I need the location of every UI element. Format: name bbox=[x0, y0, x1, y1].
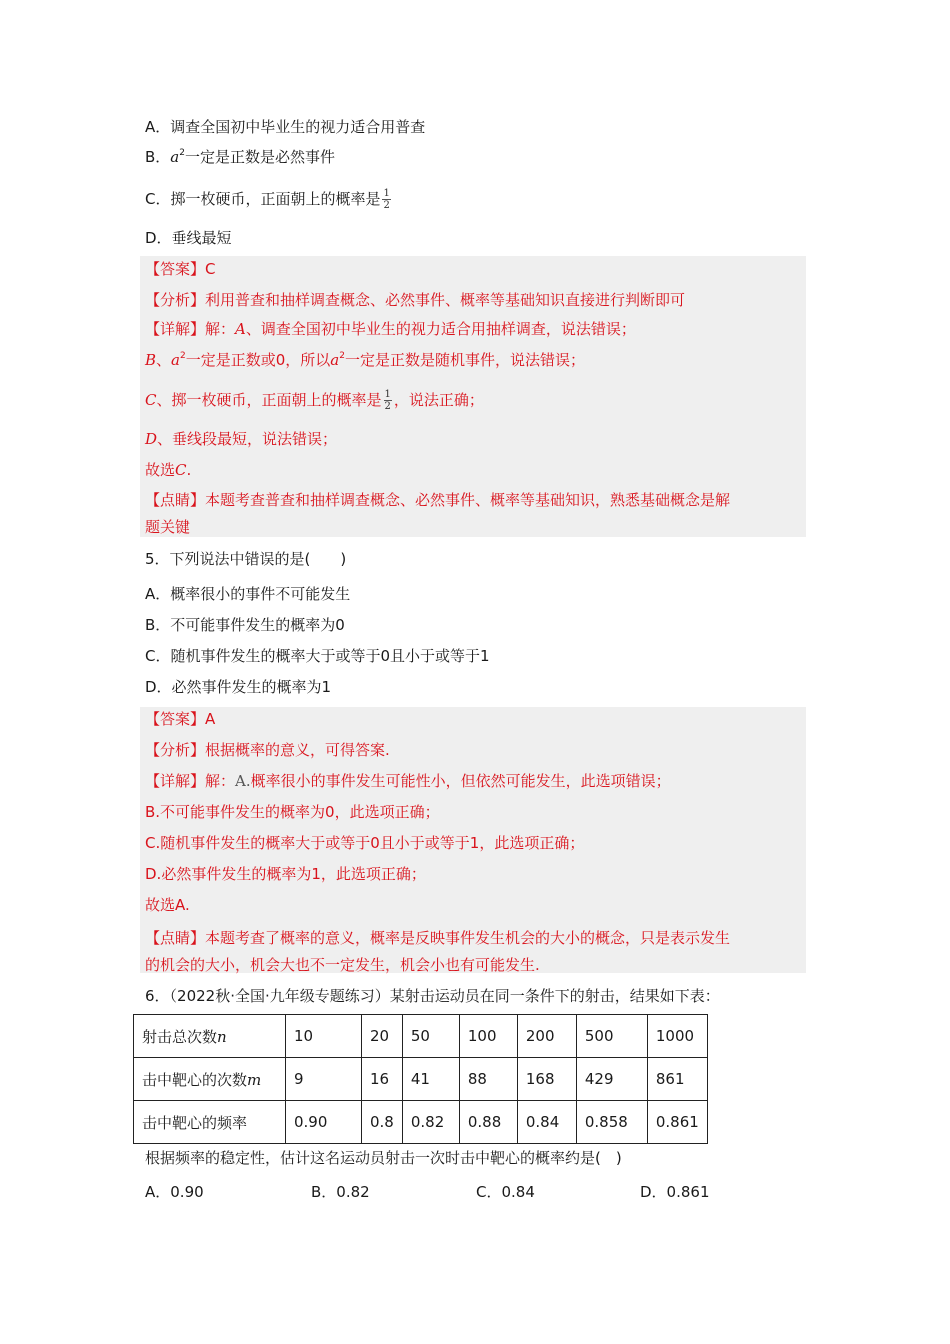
q4-answer: 【答案】C bbox=[145, 260, 216, 278]
table-header-totals bbox=[134, 1015, 286, 1058]
q4-option-b-var: a bbox=[170, 148, 180, 166]
table-cell: 200 bbox=[517, 1015, 576, 1058]
q4-detail-b-mid1: 、 bbox=[156, 351, 172, 369]
q5-question-text: 5．下列说法中错误的是 bbox=[145, 550, 305, 568]
q4-detail-a-rest: 、调查全国初中毕业生的视力适合用抽样调查，说法错误； bbox=[245, 320, 636, 338]
q4-comment-line-1: 【点睛】本题考查普查和抽样调查概念、必然事件、概率等基础知识，熟悉基础概念是解 bbox=[145, 491, 731, 509]
table-cell: 0.8 bbox=[362, 1101, 403, 1144]
q4-detail-b bbox=[145, 349, 585, 374]
q6-option-a: A．0.90 bbox=[145, 1183, 204, 1201]
q5-comment-line-1: 【点睛】本题考查了概率的意义，概率是反映事件发生机会的大小的概念，只是表示发生 bbox=[145, 929, 731, 947]
table-cell: 1000 bbox=[647, 1015, 707, 1058]
q5-analysis: 【分析】根据概率的意义，可得答案. bbox=[145, 741, 390, 759]
table-row-totals bbox=[134, 1015, 708, 1058]
q6-option-b: B．0.82 bbox=[311, 1183, 370, 1201]
q4-detail-c-rest: ，说法正确； bbox=[393, 391, 484, 409]
q5-option-c: C．随机事件发生的概率大于或等于0且小于或等于1 bbox=[145, 647, 490, 665]
q4-option-b-exp: 2 bbox=[179, 148, 185, 158]
table-cell: 0.858 bbox=[576, 1101, 647, 1144]
table-cell: 0.861 bbox=[647, 1101, 707, 1144]
table-cell: 41 bbox=[402, 1058, 459, 1101]
totals-label: 射击总次数 bbox=[142, 1027, 218, 1046]
q5-detail-c: C.随机事件发生的概率大于或等于0且小于或等于1，此选项正确； bbox=[145, 834, 585, 852]
q5-question-paren: ( ) bbox=[304, 550, 347, 568]
q4-choose-prefix: 故选 bbox=[145, 461, 176, 479]
fraction-denominator: 2 bbox=[383, 200, 390, 211]
table-cell: 0.90 bbox=[286, 1101, 362, 1144]
table-cell: 0.88 bbox=[459, 1101, 517, 1144]
q4-detail-c-fraction bbox=[384, 389, 392, 412]
q5-detail-b: B.不可能事件发生的概率为0，此选项正确； bbox=[145, 803, 440, 821]
q4-detail-a-var: A bbox=[235, 320, 246, 338]
table-row-freqs bbox=[134, 1101, 708, 1144]
q6-option-c: C．0.84 bbox=[476, 1183, 535, 1201]
q5-detail-a bbox=[145, 770, 671, 792]
totals-var: n bbox=[217, 1027, 227, 1046]
fraction-numerator: 1 bbox=[383, 188, 390, 199]
q4-detail-d-var: D bbox=[145, 430, 158, 448]
q5-detail-prefix: 【详解】解： bbox=[145, 772, 236, 790]
hits-label: 击中靶心的次数 bbox=[142, 1070, 248, 1089]
q4-choose-end: . bbox=[186, 461, 192, 479]
q5-detail-a-label: A. bbox=[235, 772, 251, 790]
q5-detail-a-rest: 概率很小的事件发生可能性小，但依然可能发生，此选项错误； bbox=[250, 772, 671, 790]
q5-answer: 【答案】A bbox=[145, 710, 216, 728]
q4-analysis: 【分析】利用普查和抽样调查概念、必然事件、概率等基础知识直接进行判断即可 bbox=[145, 291, 686, 309]
table-cell: 100 bbox=[459, 1015, 517, 1058]
q6-question: 6．（2022秋·全国·九年级专题练习）某射击运动员在同一条件下的射击，结果如下表： bbox=[145, 987, 720, 1005]
q4-comment-line-2: 题关键 bbox=[145, 518, 191, 536]
fraction-denominator: 2 bbox=[384, 401, 391, 412]
table-cell: 500 bbox=[576, 1015, 647, 1058]
q6-followup: 根据频率的稳定性，估计这名运动员射击一次时击中靶心的概率约是( ) bbox=[145, 1149, 622, 1167]
table-cell: 16 bbox=[362, 1058, 403, 1101]
q5-comment-line-2: 的机会的大小，机会大也不一定发生，机会小也有可能发生. bbox=[145, 956, 540, 974]
table-header-hits bbox=[134, 1058, 286, 1101]
table-cell: 861 bbox=[647, 1058, 707, 1101]
q4-choose-var: C bbox=[175, 461, 187, 479]
q5-option-b: B．不可能事件发生的概率为0 bbox=[145, 616, 345, 634]
q4-detail-c-var: C bbox=[145, 391, 157, 409]
hits-var: m bbox=[247, 1070, 262, 1089]
table-cell: 0.82 bbox=[402, 1101, 459, 1144]
fraction-numerator: 1 bbox=[384, 389, 391, 400]
q5-option-d: D．必然事件发生的概率为1 bbox=[145, 678, 332, 696]
table-cell: 20 bbox=[362, 1015, 403, 1058]
q4-option-d: D．垂线最短 bbox=[145, 229, 232, 247]
q4-detail-a bbox=[145, 318, 636, 340]
q4-detail-b-var: B bbox=[145, 351, 157, 369]
q4-detail-d bbox=[145, 428, 337, 450]
table-cell: 50 bbox=[402, 1015, 459, 1058]
table-cell: 10 bbox=[286, 1015, 362, 1058]
q4-detail-c-mid: 、掷一枚硬币，正面朝上的概率是 bbox=[156, 391, 382, 409]
q5-option-a: A．概率很小的事件不可能发生 bbox=[145, 585, 351, 603]
q4-choose bbox=[145, 459, 191, 481]
q6-results-table bbox=[133, 1014, 708, 1144]
q4-option-b-prefix: B． bbox=[145, 148, 171, 166]
q4-detail-prefix: 【详解】解： bbox=[145, 320, 236, 338]
q4-option-c-fraction bbox=[382, 188, 390, 211]
q4-option-a: A．调查全国初中毕业生的视力适合用普查 bbox=[145, 118, 426, 136]
table-cell: 168 bbox=[517, 1058, 576, 1101]
q4-option-b-rest: 一定是正数是必然事件 bbox=[184, 148, 335, 166]
q4-option-c-text: C．掷一枚硬币，正面朝上的概率是 bbox=[145, 190, 381, 208]
q4-detail-d-rest: 、垂线段最短，说法错误； bbox=[157, 430, 338, 448]
table-cell: 9 bbox=[286, 1058, 362, 1101]
q5-detail-d: D.必然事件发生的概率为1，此选项正确； bbox=[145, 865, 426, 883]
q6-option-d: D．0.861 bbox=[640, 1183, 710, 1201]
q4-detail-b-rest: 一定是正数是随机事件，说法错误； bbox=[344, 351, 585, 369]
table-cell: 0.84 bbox=[517, 1101, 576, 1144]
q4-detail-b-mid2: 一定是正数或0，所以 bbox=[185, 351, 331, 369]
q4-option-b bbox=[145, 146, 335, 171]
table-header-freqs: 击中靶心的频率 bbox=[134, 1101, 286, 1144]
q4-detail-b-exp1: 2 bbox=[180, 351, 186, 361]
table-row-hits bbox=[134, 1058, 708, 1101]
q4-detail-b-a1: a bbox=[171, 351, 180, 369]
q4-detail-b-exp2: 2 bbox=[339, 351, 345, 361]
q5-choose: 故选A. bbox=[145, 896, 190, 914]
q4-detail-c bbox=[145, 389, 484, 412]
table-cell: 88 bbox=[459, 1058, 517, 1101]
q4-detail-b-a2: a bbox=[330, 351, 340, 369]
table-cell: 429 bbox=[576, 1058, 647, 1101]
q4-option-c bbox=[145, 188, 393, 211]
q5-question bbox=[145, 548, 346, 570]
